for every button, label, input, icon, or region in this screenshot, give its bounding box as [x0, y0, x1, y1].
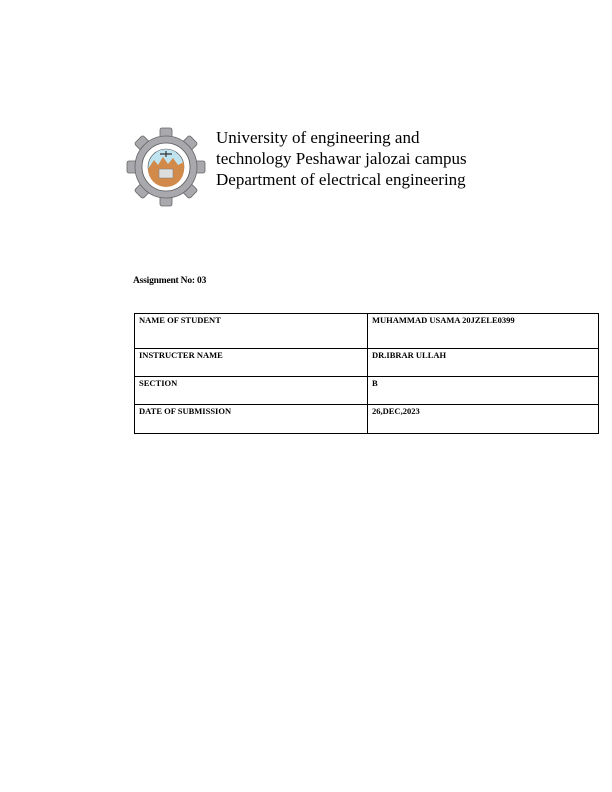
row-value: B: [368, 377, 599, 405]
row-label: INSTRUCTER NAME: [135, 349, 368, 377]
institution-heading: [216, 127, 467, 190]
row-label: NAME OF STUDENT: [135, 314, 368, 349]
table-row: [135, 377, 599, 405]
university-logo: [126, 127, 206, 207]
heading-line-campus: technology Peshawar jalozai campus: [216, 149, 467, 168]
row-value: MUHAMMAD USAMA 20JZELE0399: [368, 314, 599, 349]
table-row: [135, 314, 599, 349]
row-label: DATE OF SUBMISSION: [135, 405, 368, 434]
table-row: [135, 349, 599, 377]
heading-line-department: Department of electrical engineering: [216, 170, 466, 189]
gear-emblem-icon: [126, 127, 206, 207]
table-row: [135, 405, 599, 434]
assignment-number: Assignment No: 03: [133, 276, 207, 286]
heading-line-university: University of engineering and: [216, 128, 420, 147]
row-label: SECTION: [135, 377, 368, 405]
row-value: DR.IBRAR ULLAH: [368, 349, 599, 377]
student-info-table: [134, 313, 599, 434]
row-value: 26,DEC,2023: [368, 405, 599, 434]
